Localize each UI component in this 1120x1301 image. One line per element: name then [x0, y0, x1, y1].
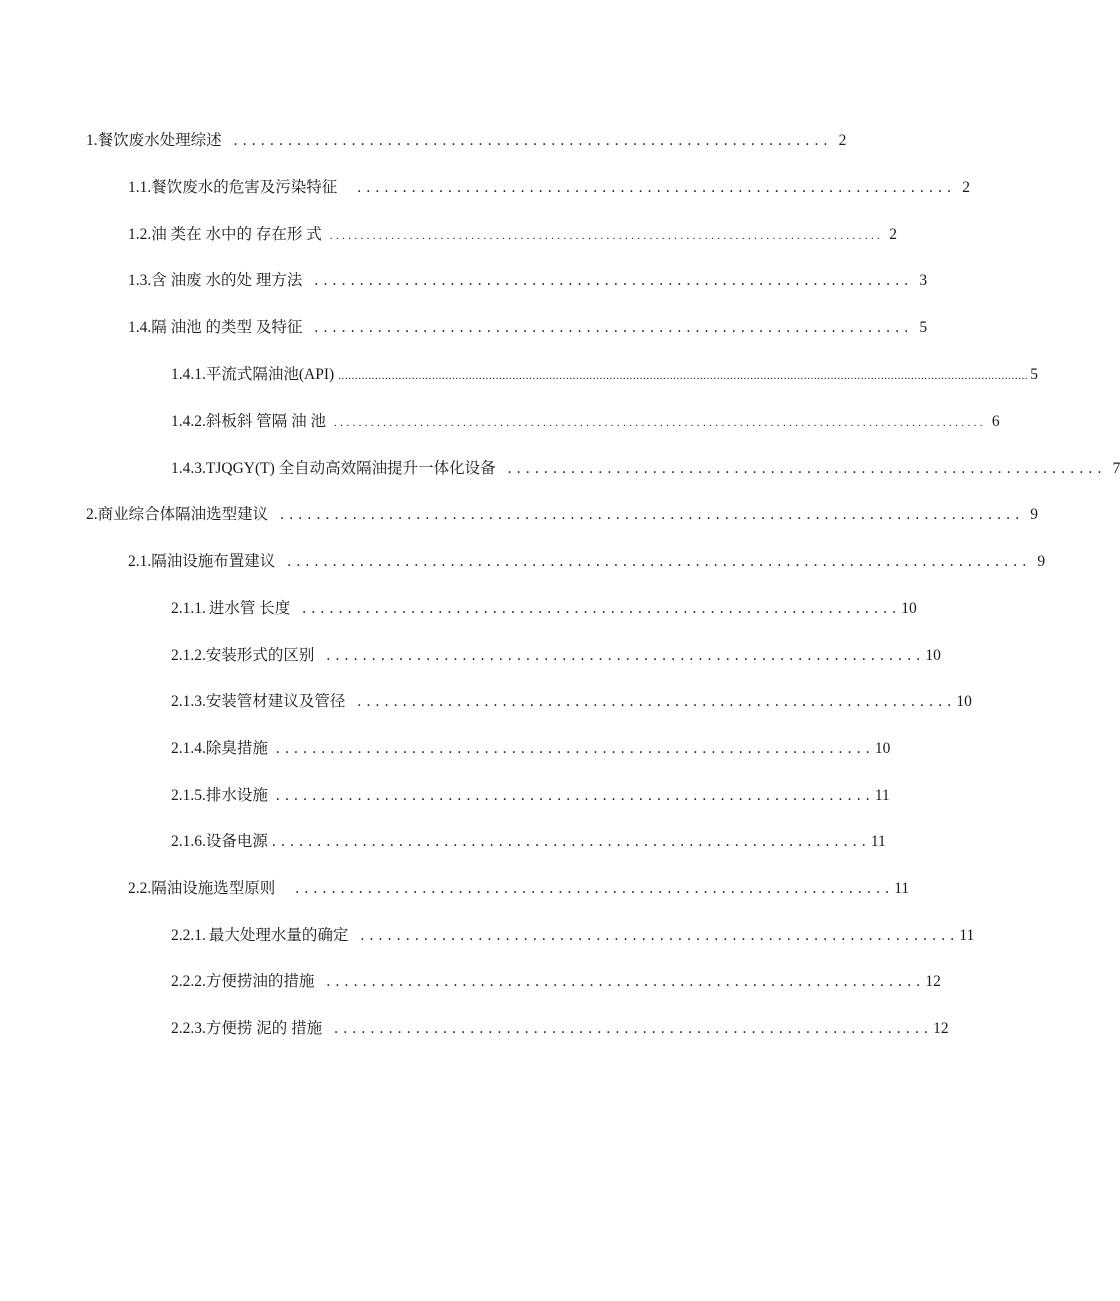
toc-entry-2-2[interactable]: [128, 879, 910, 899]
toc-page-number: 2: [838, 132, 847, 149]
toc-page-number: 3: [919, 272, 928, 289]
toc-title: 安装形式的区别: [205, 647, 315, 664]
toc-title: 除臭措施: [205, 740, 268, 757]
toc-leader-dots: ..................................................................: [334, 1020, 934, 1037]
toc-entry-1-4[interactable]: [128, 318, 928, 338]
toc-number: 1.2.: [128, 226, 152, 243]
toc-title: 方便捞 泥的 措施: [205, 1020, 323, 1037]
toc-number: 1.4.1.: [171, 366, 206, 383]
toc-leader-dots: ..................................................................: [326, 647, 926, 664]
toc-entry-2-1[interactable]: [128, 552, 1046, 572]
toc-leader-dots: ..................................................................: [302, 600, 902, 617]
toc-title: 方便捞油的措施: [205, 973, 315, 990]
toc-number: 1.4.3.: [171, 460, 206, 477]
toc-entry-2-1-3[interactable]: [171, 692, 972, 712]
toc-leader-dots: ..................................................................: [357, 179, 957, 196]
toc-entry-1-4-1[interactable]: [171, 365, 1039, 386]
toc-leader-dots: ..................................................................: [314, 272, 914, 289]
toc-entry-1-3[interactable]: [128, 271, 928, 291]
toc-entry-2[interactable]: [86, 505, 1039, 525]
toc-page-number: 11: [874, 787, 890, 804]
toc-number: 2.1.6.: [171, 833, 206, 850]
toc-entry-2-2-2[interactable]: [171, 972, 941, 992]
toc-leader-dots: ..........................................................................................: [329, 230, 884, 242]
toc-page-number: 7: [1112, 460, 1120, 477]
toc-title: 隔油设施选型原则: [151, 880, 276, 897]
toc-page-number: 11: [870, 833, 886, 850]
toc-entry-1-4-3[interactable]: [171, 459, 1120, 479]
toc-entry-2-1-1[interactable]: [171, 599, 917, 619]
toc-number: 2.1.: [128, 553, 152, 570]
toc-number: 2.2.1.: [171, 927, 206, 944]
toc-title: 餐饮废水的危害及污染特征: [151, 179, 338, 196]
toc-entry-2-1-4[interactable]: [171, 739, 891, 759]
toc-entry-1-4-2[interactable]: [171, 412, 1000, 433]
toc-page-number: 5: [1030, 366, 1039, 383]
toc-title: 斜板斜 管隔 油 池: [205, 413, 327, 430]
toc-title: 餐饮废水处理综述: [97, 132, 222, 149]
toc-page-number: 10: [956, 693, 972, 710]
toc-leader-dots: ..................................................................: [295, 880, 895, 897]
toc-number: 2.1.1.: [171, 600, 206, 617]
toc-title: 隔 油池 的类型 及特征: [151, 319, 303, 336]
toc-number: 2.1.3.: [171, 693, 206, 710]
toc-title: 进水管 长度: [208, 600, 291, 617]
toc-entry-2-1-5[interactable]: [171, 786, 890, 806]
toc-page-number: 11: [894, 880, 910, 897]
toc-entry-1-1[interactable]: [128, 178, 970, 198]
toc-entry-2-2-3[interactable]: [171, 1019, 949, 1039]
toc-entry-1[interactable]: [86, 131, 847, 151]
toc-leader-dots: ..........................................................................................................: [334, 417, 986, 429]
toc-page-number: 11: [959, 927, 975, 944]
toc-title: 隔油设施布置建议: [151, 553, 276, 570]
toc-leader-dots: ..............................................................................................................................................................................................................: [338, 370, 1029, 382]
toc-number: 2.1.5.: [171, 787, 206, 804]
toc-number: 2.2.: [128, 880, 152, 897]
toc-page-number: 10: [901, 600, 917, 617]
toc-page-number: 10: [874, 740, 891, 757]
toc-leader-dots: ..................................................................: [357, 693, 957, 710]
toc-title: 设备电源: [205, 833, 268, 850]
toc-title: 油 类在 水中的 存在形 式: [151, 226, 322, 243]
toc-page-number: 12: [933, 1020, 949, 1037]
toc-page-number: 10: [925, 647, 941, 664]
toc-number: 1.1.: [128, 179, 152, 196]
toc-entry-2-1-2[interactable]: [171, 646, 941, 666]
toc-leader-dots: ..................................................................: [271, 833, 871, 850]
toc-leader-dots: ..................................................................: [275, 740, 875, 757]
toc-title: TJQGY(T) 全自动高效隔油提升一体化设备: [205, 460, 496, 477]
toc-page-number: 5: [919, 319, 928, 336]
toc-title: 商业综合体隔油选型建议: [97, 506, 269, 523]
toc-title: 排水设施: [205, 787, 268, 804]
toc-leader-dots: ..................................................................: [360, 927, 960, 944]
toc-leader-dots: ..................................................................................: [287, 553, 1032, 570]
toc-number: 1.4.2.: [171, 413, 206, 430]
toc-number: 1.: [86, 132, 98, 149]
toc-number: 2.1.2.: [171, 647, 206, 664]
toc-page-number: 9: [1037, 553, 1046, 570]
toc-leader-dots: ..................................................................: [233, 132, 833, 149]
toc-title: 最大处理水量的确定: [208, 927, 349, 944]
toc-entry-2-1-6[interactable]: [171, 832, 886, 852]
toc-page-number: 12: [925, 973, 941, 990]
toc-page-number: 9: [1030, 506, 1039, 523]
toc-page-number: 2: [962, 179, 970, 196]
toc-number: 2.1.4.: [171, 740, 206, 757]
toc-leader-dots: ..................................................................: [507, 460, 1107, 477]
toc-page-number: 2: [889, 226, 898, 243]
toc-entry-2-2-1[interactable]: [171, 926, 975, 946]
toc-number: 1.3.: [128, 272, 152, 289]
toc-entry-1-2[interactable]: [128, 225, 898, 246]
toc-leader-dots: ..................................................................: [275, 787, 875, 804]
toc-title: 平流式隔油池(API): [205, 366, 335, 383]
toc-leader-dots: ..................................................................................: [280, 506, 1025, 523]
toc-page-number: 6: [991, 413, 1000, 430]
toc-number: 2.2.2.: [171, 973, 206, 990]
toc-title: 含 油废 水的处 理方法: [151, 272, 303, 289]
toc-number: 2.: [86, 506, 98, 523]
toc-number: 2.2.3.: [171, 1020, 206, 1037]
toc-leader-dots: ..................................................................: [326, 973, 926, 990]
toc-number: 1.4.: [128, 319, 152, 336]
toc-leader-dots: ..................................................................: [314, 319, 914, 336]
toc-title: 安装管材建议及管径: [205, 693, 346, 710]
